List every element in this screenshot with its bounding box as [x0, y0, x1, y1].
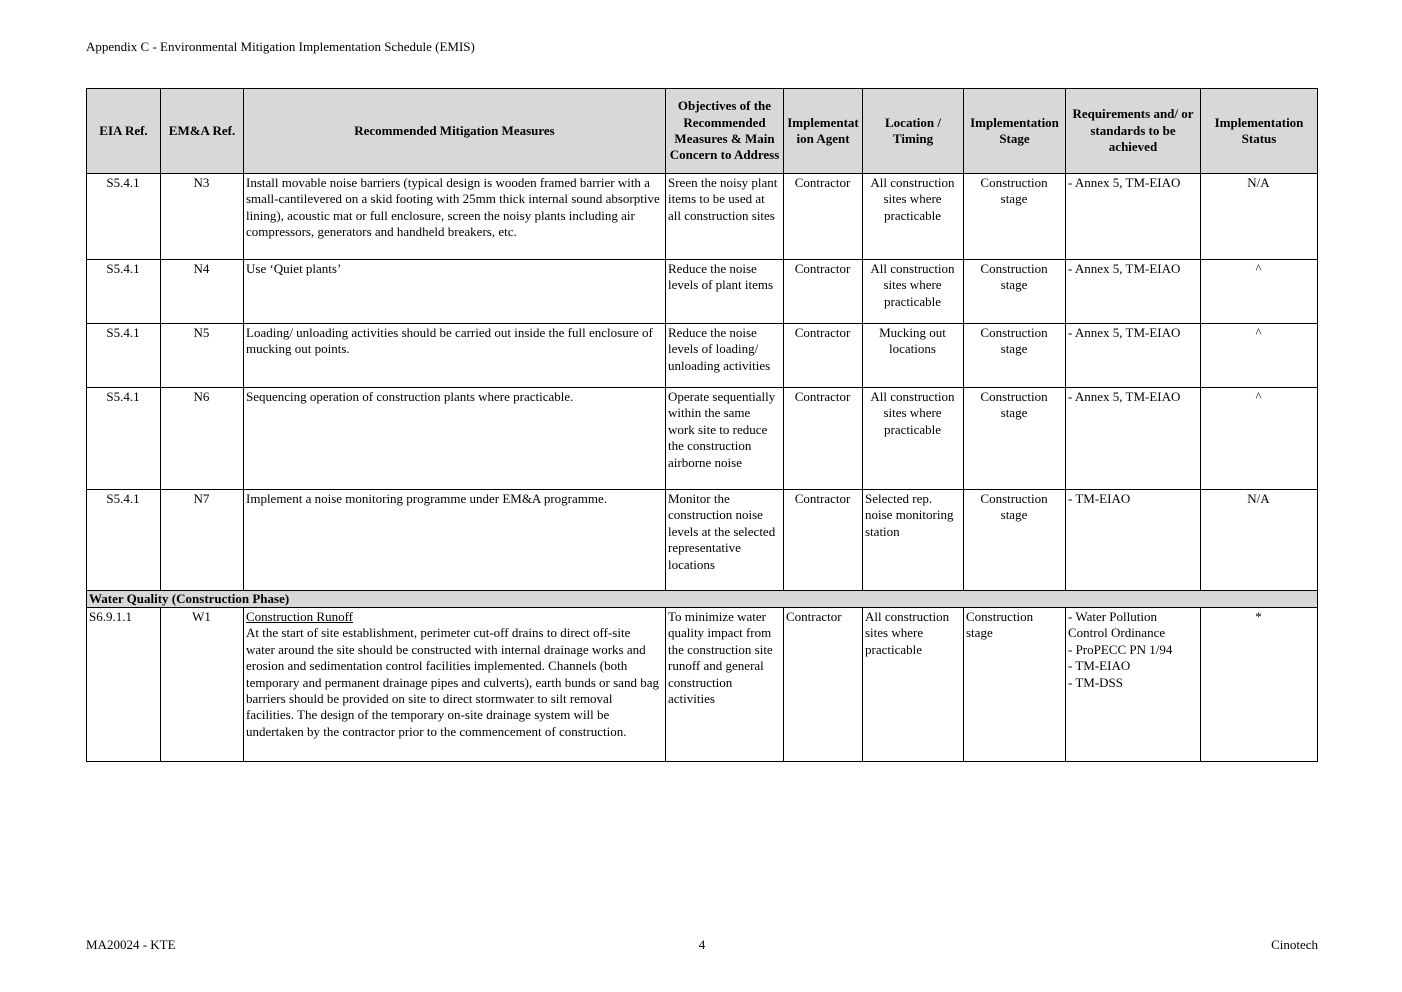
cell-text: Monitor the construction noise levels at the selected representative locations: [668, 491, 776, 572]
table-body: [87, 174, 1318, 762]
header-row: [87, 89, 1318, 174]
footer-page-number: 4: [698, 937, 706, 952]
table-cell: N4: [161, 260, 244, 324]
table-cell: [1066, 490, 1201, 591]
column-header: Implementation Stage: [964, 89, 1066, 174]
table-cell: [666, 260, 784, 324]
table-cell: [244, 608, 666, 762]
emis-table: [86, 88, 1318, 762]
table-cell: N5: [161, 324, 244, 388]
footer-company: Cinotech: [1271, 937, 1318, 952]
table-cell: All construction sites where practicable: [863, 260, 964, 324]
cell-text: Implement a noise monitoring programme under EM&A programme.: [246, 491, 608, 506]
column-header: Requirements and/ or standards to be achieved: [1066, 89, 1201, 174]
column-header: EIA Ref.: [87, 89, 161, 174]
table-cell: All construction sites where practicable: [863, 608, 964, 762]
table-cell: [244, 174, 666, 260]
column-header: Recommended Mitigation Measures: [244, 89, 666, 174]
table-cell: ^: [1201, 260, 1318, 324]
appendix-title: Appendix C - Environmental Mitigation Implementation Schedule (EMIS): [86, 39, 475, 54]
cell-text: Sequencing operation of construction plants where practicable.: [246, 389, 574, 404]
table-cell: [666, 388, 784, 490]
table-cell: Contractor: [784, 260, 863, 324]
table-cell: Contractor: [784, 324, 863, 388]
table-cell: ^: [1201, 388, 1318, 490]
cell-text: Install movable noise barriers (typical design is wooden framed barrier with a small-cantilevered on a skid footing with 25mm thick internal sound absorptive lining), acoustic mat or full enclosure, screen the noisy plants including air compressors, generators and handheld breakers, etc.: [246, 175, 660, 240]
table-cell: S5.4.1: [87, 490, 161, 591]
table-cell: N3: [161, 174, 244, 260]
cell-line: - TM-DSS: [1068, 674, 1124, 690]
cell-line: - TM-EIAO: [1068, 658, 1131, 674]
table-row: [87, 174, 1318, 260]
cell-text: Reduce the noise levels of loading/ unloading activities: [668, 325, 771, 373]
table-cell: All construction sites where practicable: [863, 388, 964, 490]
table-cell: Construction stage: [964, 324, 1066, 388]
table-cell: [244, 324, 666, 388]
table-cell: All construction sites where practicable: [863, 174, 964, 260]
table-cell: S6.9.1.1: [87, 608, 161, 762]
table-cell: [1066, 608, 1201, 762]
table-cell: [1066, 174, 1201, 260]
column-header: Location / Timing: [863, 89, 964, 174]
table-cell: S5.4.1: [87, 388, 161, 490]
table-cell: Contractor: [784, 608, 863, 762]
table-cell: Construction stage: [964, 388, 1066, 490]
table-cell: Selected rep. noise monitoring station: [863, 490, 964, 591]
table-cell: N7: [161, 490, 244, 591]
footer-doc-ref: MA20024 - KTE: [86, 937, 176, 952]
table-cell: N6: [161, 388, 244, 490]
cell-text: Sreen the noisy plant items to be used at all construction sites: [668, 175, 778, 223]
table-row: [87, 260, 1318, 324]
table-row: [87, 490, 1318, 591]
table-cell: Contractor: [784, 388, 863, 490]
table-row: [87, 608, 1318, 762]
table-cell: Contractor: [784, 490, 863, 591]
column-header: Implementation Agent: [784, 89, 863, 174]
cell-text: Loading/ unloading activities should be carried out inside the full enclosure of mucking out points.: [246, 325, 653, 357]
table-cell: Mucking out locations: [863, 324, 964, 388]
cell-line: - Annex 5, TM-EIAO: [1068, 261, 1181, 276]
table-cell: [666, 324, 784, 388]
cell-line: - Annex 5, TM-EIAO: [1068, 175, 1181, 190]
table-cell: [666, 490, 784, 591]
table-cell: S5.4.1: [87, 260, 161, 324]
cell-line: - Annex 5, TM-EIAO: [1068, 389, 1181, 404]
table-cell: Construction stage: [964, 260, 1066, 324]
cell-line: - TM-EIAO: [1068, 491, 1131, 506]
cell-line: - ProPECC PN 1/94: [1068, 641, 1173, 657]
table-cell: S5.4.1: [87, 324, 161, 388]
table-row: [87, 324, 1318, 388]
table-cell: [666, 174, 784, 260]
table-cell: Construction stage: [964, 490, 1066, 591]
table-row: [87, 388, 1318, 490]
column-header: Objectives of the Recommended Measures & Main Concern to Address: [666, 89, 784, 174]
table-cell: [1066, 260, 1201, 324]
table-cell: [1066, 324, 1201, 388]
table-cell: Contractor: [784, 174, 863, 260]
cell-text: Reduce the noise levels of plant items: [668, 261, 774, 293]
table-cell: [666, 608, 784, 762]
table-cell: [244, 260, 666, 324]
cell-heading: Construction Runoff: [246, 609, 354, 624]
column-header: Implementation Status: [1201, 89, 1318, 174]
emis-table-container: [86, 88, 1318, 762]
table-cell: [1066, 388, 1201, 490]
table-header: [87, 89, 1318, 174]
table-cell: W1: [161, 608, 244, 762]
cell-text: At the start of site establishment, perimeter cut-off drains to direct off-site water around the site should be constructed with internal drainage works and erosion and sedimentation control facilities implemented. Channels (both temporary and permanent drainage pipes and culverts), earth bunds or sand bag barriers should be provided on site to direct stormwater to silt removal facilities. The design of the temporary on-site drainage system will be undertaken by the contractor prior to the commencement of construction.: [246, 625, 659, 739]
cell-line: - Water Pollution Control Ordinance: [1068, 609, 1166, 641]
section-row: [87, 591, 1318, 608]
table-cell: Construction stage: [964, 608, 1066, 762]
cell-line: - Annex 5, TM-EIAO: [1068, 325, 1181, 340]
table-cell: *: [1201, 608, 1318, 762]
cell-text: Operate sequentially within the same work site to reduce the construction airborne noise: [668, 389, 776, 470]
table-cell: [244, 490, 666, 591]
table-cell: [244, 388, 666, 490]
table-cell: N/A: [1201, 174, 1318, 260]
table-cell: N/A: [1201, 490, 1318, 591]
table-cell: Construction stage: [964, 174, 1066, 260]
cell-text: To minimize water quality impact from the construction site runoff and general construction activities: [668, 609, 773, 707]
column-header: EM&A Ref.: [161, 89, 244, 174]
cell-text: Use ‘Quiet plants’: [246, 261, 342, 276]
table-cell: S5.4.1: [87, 174, 161, 260]
table-cell: ^: [1201, 324, 1318, 388]
section-label: Water Quality (Construction Phase): [87, 591, 1318, 608]
